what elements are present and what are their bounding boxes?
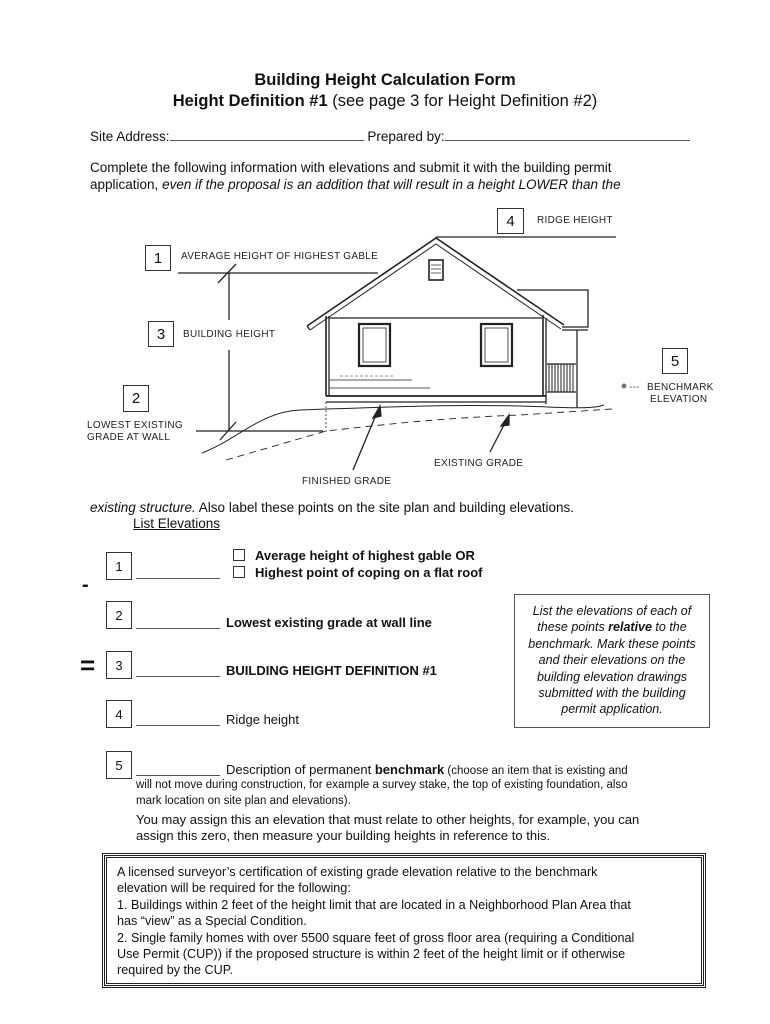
intro-text-2: Also label these points on the site plan and building elevations. [195, 500, 575, 515]
footer-line-7: required by the CUP. [117, 963, 233, 978]
intro-emphasis-2: existing structure. [90, 500, 196, 515]
benchmark-desc-post: (choose an item that is existing and [444, 765, 628, 777]
list-elevations-heading: List Elevations [133, 516, 221, 531]
label-benchmark-1: BENCHMARK [647, 382, 714, 393]
elevation-2-field[interactable] [136, 616, 220, 629]
site-address-label: Site Address: [90, 129, 170, 144]
label-lowest-grade: Lowest existing grade at wall line [226, 615, 432, 630]
list-marker-2: 2 [106, 601, 132, 629]
option-flat-roof [233, 565, 482, 580]
option-flat-roof-label: Highest point of coping on a flat roof [255, 565, 483, 580]
list-marker-1: 1 [106, 552, 132, 580]
label-avg-gable: AVERAGE HEIGHT OF HIGHEST GABLE [181, 251, 379, 262]
page-title: Building Height Calculation Form [254, 71, 516, 89]
list-marker-4: 4 [106, 700, 132, 728]
marker-4-ridge: 4 [497, 208, 524, 234]
prepared-by-label: Prepared by: [367, 129, 445, 144]
benchmark-line-4: You may assign this an elevation that must relate to other heights, for example, you can [136, 812, 640, 827]
intro-line-1: Complete the following information with elevations and submit it with the building permit [90, 160, 612, 175]
marker-3-building-height: 3 [148, 321, 174, 347]
footer-line-4: has “view” as a Special Condition. [117, 914, 307, 929]
note-text-2: to the benchmark. Mark these points and their elevations on the building elevation drawings submitted with the building permit application. [528, 620, 696, 717]
label-ridge-height: RIDGE HEIGHT [537, 215, 613, 226]
instruction-note [514, 594, 710, 728]
marker-1-gable: 1 [145, 245, 171, 271]
benchmark-desc-pre: Description of permanent [226, 762, 375, 777]
elevation-4-field[interactable] [136, 713, 220, 726]
benchmark-dash: --- [629, 382, 640, 393]
label-ridge-height-item: Ridge height [226, 712, 299, 727]
benchmark-field[interactable] [136, 763, 220, 776]
checkbox-avg-gable[interactable] [233, 549, 245, 561]
label-finished-grade: FINISHED GRADE [302, 476, 392, 487]
elevation-3-field[interactable] [136, 664, 220, 677]
label-lowest-grade-2: GRADE AT WALL [87, 432, 171, 443]
checkbox-flat-roof[interactable] [233, 566, 245, 578]
footer-line-1: A licensed surveyor’s certification of existing grade elevation relative to the benchmark [117, 865, 598, 879]
surveyor-requirement-box [104, 855, 704, 986]
list-marker-3: 3 [106, 651, 132, 679]
marker-5-benchmark: 5 [662, 348, 688, 374]
benchmark-line-2: will not move during construction, for example a survey stake, the top of existing foundation, also [136, 779, 628, 791]
subtitle-note: (see page 3 for Height Definition #2) [327, 92, 598, 110]
intro-line-3 [90, 500, 574, 515]
benchmark-desc-bold: benchmark [374, 762, 445, 777]
elevation-1-field[interactable] [136, 566, 220, 579]
benchmark-line-5: assign this zero, then measure your building heights in reference to this. [136, 828, 551, 843]
option-avg-gable-label: Average height of highest gable OR [255, 548, 475, 563]
benchmark-line-3: mark location on site plan and elevations). [136, 795, 351, 807]
footer-line-3: 1. Buildings within 2 feet of the height limit that are located in a Neighborhood Plan Area that [117, 897, 631, 912]
list-marker-5: 5 [106, 751, 132, 779]
equals-operator: = [80, 650, 96, 680]
note-emphasis: relative [608, 620, 652, 635]
label-benchmark-2: ELEVATION [650, 394, 708, 405]
minus-operator: - [82, 574, 89, 596]
marker-2-lowest-grade: 2 [123, 385, 149, 412]
label-building-height-def: BUILDING HEIGHT DEFINITION #1 [226, 663, 437, 678]
intro-emphasis: even if the proposal is an addition that will result in a height LOWER than the [162, 177, 621, 192]
label-lowest-grade-1: LOWEST EXISTING [87, 420, 183, 431]
benchmark-description [226, 762, 628, 777]
footer-line-2: elevation will be required for the following: [117, 881, 351, 896]
label-building-height: BUILDING HEIGHT [183, 329, 276, 340]
footer-line-6: Use Permit (CUP)) if the proposed structure is within 2 feet of the height limit or if otherwise [117, 947, 626, 962]
label-existing-grade: EXISTING GRADE [434, 458, 524, 469]
option-avg-gable [233, 548, 475, 563]
subtitle-bold: Height Definition #1 [172, 92, 328, 110]
intro-text: application, [90, 177, 163, 192]
note-text-1: List the elevations of each of these points [532, 604, 692, 635]
footer-line-5: 2. Single family homes with over 5500 square feet of gross floor area (requiring a Conditional [117, 930, 635, 945]
